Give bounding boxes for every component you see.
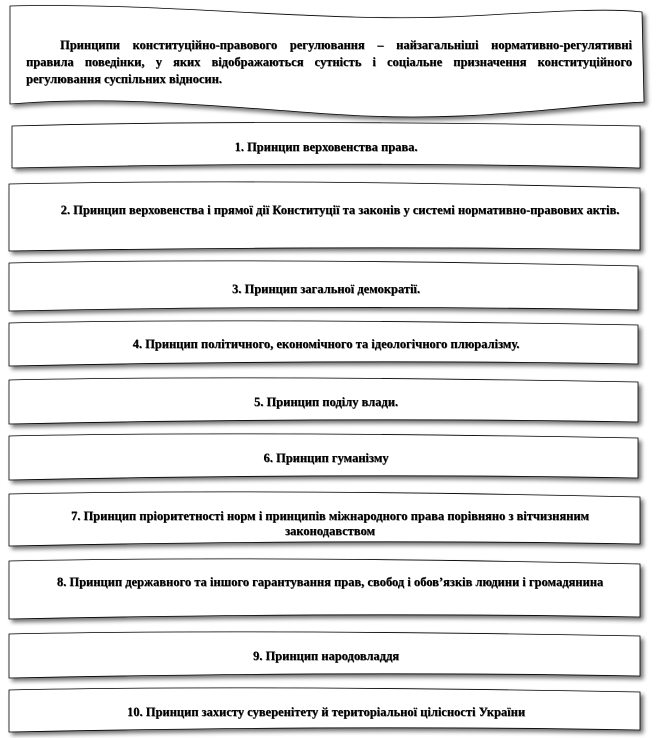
principle-text-2: 2. Принцип верховенства і прямої дії Конституції та законів у системі нормативно-правових актів.: [60, 203, 620, 217]
principle-text-5: 5. Принцип поділу влади.: [253, 395, 399, 409]
principle-text-4: 4. Принцип політичного, економічного та ідеологічного плюралізму.: [132, 337, 520, 351]
principle-text-1: 1. Принцип верховенства права.: [234, 140, 418, 154]
title-text: Принципи конституційно-правового регулювання – найзагальніші нормативно-регулятивні правила поведінки, у яких відображаються сутність і соціальне призначення конституційного регулювання суспільних відносин.: [26, 38, 632, 86]
principle-text-9: 9. Принцип народовладдя: [252, 649, 400, 663]
principle-text-8: 8. Принцип державного та іншого гарантування прав, свобод і обов’язків людини і громадянина: [56, 575, 604, 589]
principle-text-7: 7. Принцип пріоритетності норм і принципів міжнародного права порівняно з вітчизняним законодавством: [70, 509, 590, 538]
principle-text-3: 3. Принцип загальної демократії.: [231, 282, 421, 296]
principle-text-10: 10. Принцип захисту суверенітету й територіальної цілісності України: [126, 705, 526, 719]
principle-text-6: 6. Принцип гуманізму: [263, 451, 389, 465]
